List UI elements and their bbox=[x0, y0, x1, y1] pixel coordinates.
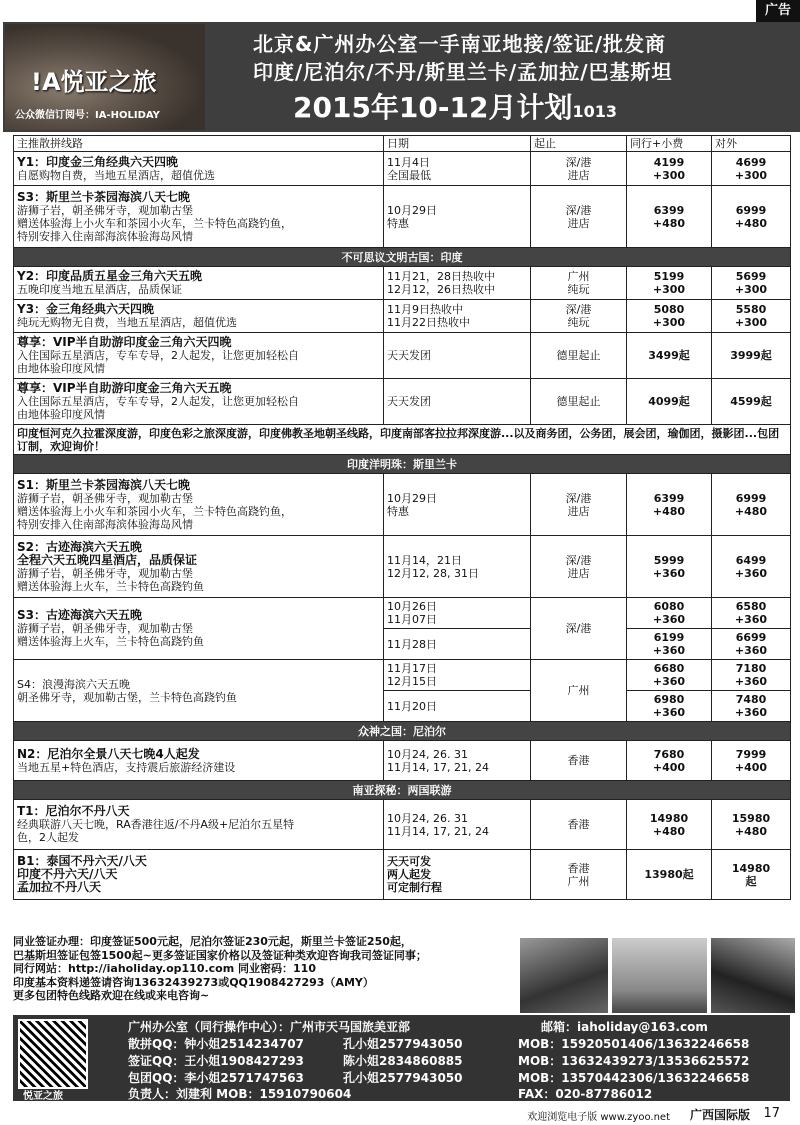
section-title: 南亚探秘：两国联游 bbox=[14, 781, 791, 800]
route-desc: 由地体验印度风情 bbox=[17, 408, 105, 421]
price: 5580 bbox=[735, 303, 767, 316]
table-row bbox=[14, 474, 791, 536]
email[interactable]: 邮箱：iaholiday@163.com bbox=[541, 1020, 708, 1034]
route-title: 印度不丹六天/八天 bbox=[17, 867, 118, 881]
section-header-srilanka bbox=[14, 455, 791, 474]
date: 10月24, 26. 31 bbox=[387, 747, 468, 761]
table-row bbox=[14, 850, 791, 900]
price: 6680 bbox=[653, 662, 685, 675]
date: 天天可发 bbox=[387, 855, 431, 868]
price-tip: +300 bbox=[652, 283, 686, 296]
price-tip: +360 bbox=[734, 706, 768, 719]
price-tip: +300 bbox=[652, 316, 686, 329]
date: 11月28日 bbox=[384, 629, 531, 660]
india-note: 印度恒河克久拉霍深度游，印度色彩之旅深度游，印度佛教圣地朝圣线路，印度南部客拉拉邦深度游...以及商务团，公务团，展会团，瑜伽团，摄影团...包团订制，欢迎询价！ bbox=[14, 425, 791, 455]
date: 10月29日 bbox=[387, 491, 437, 505]
date: 11月20日 bbox=[384, 691, 531, 722]
date: 11月4日 bbox=[387, 155, 430, 169]
section-title: 不可思议文明古国：印度 bbox=[14, 248, 791, 267]
info-line: 同行网站：http://iaholiday.op110.com 同业密码：110 bbox=[13, 962, 316, 975]
table-row bbox=[14, 425, 791, 455]
route-desc: 自愿购物自费，当地五星酒店，超值优选 bbox=[17, 168, 215, 182]
col-retail: 对外 bbox=[712, 136, 791, 152]
route-desc: 游狮子岩，朝圣佛牙寺，观加勒古堡 bbox=[17, 203, 193, 217]
header-banner bbox=[3, 22, 800, 132]
table-row bbox=[14, 800, 791, 850]
price-tip: +400 bbox=[734, 760, 768, 774]
price-tip: +480 bbox=[734, 216, 768, 230]
price: 4099起 bbox=[627, 379, 712, 425]
start: 广州 bbox=[567, 270, 590, 283]
route-title: S3：斯里兰卡茶园海滨八天七晚 bbox=[17, 189, 190, 204]
route-subtitle: 全程六天五晚四星酒店，品质保证 bbox=[17, 552, 198, 567]
page-number: 17 bbox=[763, 1106, 780, 1121]
price-tip: 起 bbox=[745, 874, 757, 888]
price-tip: +360 bbox=[652, 613, 686, 626]
date: 天天发团 bbox=[384, 333, 531, 379]
start: 深/港 bbox=[565, 203, 592, 217]
table-row bbox=[14, 741, 791, 781]
qq-contact: 陈小姐2834860885 bbox=[343, 1054, 463, 1068]
price: 14980 bbox=[649, 811, 689, 825]
table-row bbox=[14, 536, 791, 598]
start: 深/港 bbox=[565, 491, 592, 505]
col-route: 主推散拼线路 bbox=[14, 136, 384, 152]
route-desc: 由地体验印度风情 bbox=[17, 362, 105, 375]
price-tip: +360 bbox=[734, 644, 768, 657]
info-line: 印度基本资料递签请咨询13632439273或QQ1908427293（AMY） bbox=[13, 975, 374, 989]
route-desc: 特别安排入住南部海滨体验海岛风情 bbox=[17, 517, 193, 531]
price-tip: +360 bbox=[652, 675, 686, 688]
price: 7999 bbox=[735, 747, 767, 761]
price: 15980 bbox=[731, 811, 771, 825]
route-title: Y3：金三角经典六天四晚 bbox=[17, 302, 155, 316]
fax: FAX：020-87786012 bbox=[518, 1087, 653, 1101]
info-line: 巴基斯坦签证包签1500起~更多签证国家价格以及签证种类欢迎咨询我司签证同事； bbox=[13, 948, 427, 962]
price: 3499起 bbox=[627, 333, 712, 379]
price: 6999 bbox=[735, 491, 767, 505]
qr-label: 悦亚之旅 bbox=[23, 1091, 63, 1102]
price-tip: +300 bbox=[734, 168, 768, 182]
date: 11月9日热收中 bbox=[387, 303, 463, 316]
date: 特惠 bbox=[387, 504, 409, 518]
route-title: S3：古迹海滨六天五晚 bbox=[17, 608, 142, 622]
route-desc: 当地五星+特色酒店，支持震后旅游经济建设 bbox=[17, 760, 236, 774]
price-tip: +360 bbox=[652, 566, 686, 580]
date: 11月14, 17, 21, 24 bbox=[387, 824, 489, 838]
route-desc: 赠送体验海上火车，兰卡特色高跷钓鱼 bbox=[17, 635, 204, 648]
qq-contact: 包团QQ：李小姐2571747563 bbox=[128, 1071, 304, 1085]
route-title: Y2：印度品质五星金三角六天五晚 bbox=[17, 269, 203, 283]
col-peer: 同行+小费 bbox=[627, 136, 712, 152]
route-title: S1：斯里兰卡茶园海滨八天七晚 bbox=[17, 477, 190, 492]
price-tip: +480 bbox=[652, 504, 686, 518]
route-desc: 游狮子岩，朝圣佛牙寺，观加勒古堡 bbox=[17, 566, 193, 580]
table-row bbox=[14, 598, 791, 629]
info-line: 更多包团特色线路欢迎在线或来电咨询~ bbox=[13, 989, 210, 1002]
start: 广州 bbox=[567, 874, 590, 888]
section-header-india bbox=[14, 248, 791, 267]
price: 7680 bbox=[653, 747, 685, 761]
page-footer bbox=[0, 1103, 800, 1125]
route-desc: 入住国际五星酒店，专车专导，2人起发，让您更加轻松自 bbox=[17, 349, 299, 362]
site-link[interactable]: 欢迎浏览电子版 www.zyoo.net bbox=[527, 1112, 670, 1123]
date: 特惠 bbox=[387, 216, 409, 230]
date: 10月29日 bbox=[387, 203, 437, 217]
price: 7480 bbox=[735, 693, 767, 706]
price: 6980 bbox=[653, 693, 685, 706]
price-tip: +360 bbox=[734, 613, 768, 626]
route-title: S4：浪漫海滨六天五晚 bbox=[17, 677, 130, 691]
section-title: 印度洋明珠：斯里兰卡 bbox=[14, 455, 791, 474]
start: 深/港 bbox=[565, 155, 592, 169]
taj-mahal-photo bbox=[612, 938, 707, 1013]
route-title: Y1：印度金三角经典六天四晚 bbox=[17, 154, 179, 169]
date: 两人起发 bbox=[387, 868, 431, 881]
start: 进店 bbox=[567, 504, 590, 518]
start: 纯玩 bbox=[567, 316, 590, 329]
price-tip: +480 bbox=[652, 824, 686, 838]
section-header-dual bbox=[14, 781, 791, 800]
price: 4699 bbox=[735, 155, 767, 169]
plan-title-text: 2015年10-12月计划 bbox=[293, 91, 573, 124]
route-title: B1：泰国不丹六天/八天 bbox=[17, 854, 147, 868]
publication-logo: 广西国际版 bbox=[689, 1108, 750, 1122]
mobile: MOB：15920501406/13632246658 bbox=[518, 1037, 750, 1051]
start: 广州 bbox=[531, 660, 627, 722]
start: 香港 bbox=[531, 741, 627, 781]
route-desc: 特别安排入住南部海滨体验海岛风情 bbox=[17, 229, 193, 243]
route-title: 尊享：VIP半自助游印度金三角六天四晚 bbox=[17, 335, 232, 349]
header-plan-title bbox=[293, 86, 617, 126]
mobile: MOB：13570442306/13632246658 bbox=[518, 1071, 750, 1085]
route-desc: 游狮子岩，朝圣佛牙寺，观加勒古堡 bbox=[17, 491, 193, 505]
table-row bbox=[14, 300, 791, 333]
start: 进店 bbox=[567, 168, 590, 182]
route-desc: 赠送体验海上小火车和茶园小火车，兰卡特色高跷钓鱼， bbox=[17, 216, 292, 230]
date: 11月17日 bbox=[387, 662, 437, 675]
price: 5699 bbox=[735, 270, 767, 283]
price: 6499 bbox=[735, 553, 767, 567]
price: 6699 bbox=[735, 631, 767, 644]
start: 深/港 bbox=[565, 553, 592, 567]
date: 11月14，21日 bbox=[387, 553, 462, 567]
col-date: 日期 bbox=[384, 136, 531, 152]
header-line-1: 北京&广州办公室一手南亚地接/签证/批发商 bbox=[253, 32, 667, 56]
route-desc: 赠送体验海上火车，兰卡特色高跷钓鱼 bbox=[17, 579, 204, 593]
price: 6399 bbox=[653, 203, 685, 217]
price: 13980起 bbox=[627, 850, 712, 900]
route-desc: 游狮子岩，朝圣佛牙寺，观加勒古堡 bbox=[17, 622, 193, 635]
qq-contact: 签证QQ：王小姐1908427293 bbox=[128, 1054, 304, 1068]
date: 11月21，28日热收中 bbox=[387, 270, 495, 283]
logo-text: !A悦亚之旅 bbox=[31, 68, 157, 96]
qr-code[interactable] bbox=[18, 1019, 88, 1089]
header-line-2: 印度/尼泊尔/不丹/斯里兰卡/孟加拉/巴基斯坦 bbox=[253, 60, 673, 84]
price: 6080 bbox=[653, 600, 685, 613]
route-desc: 赠送体验海上小火车和茶园小火车，兰卡特色高跷钓鱼， bbox=[17, 504, 292, 518]
destination-photos bbox=[520, 938, 795, 1013]
date: 11月22日热收中 bbox=[387, 316, 470, 329]
visa-info bbox=[13, 935, 523, 1003]
price-tip: +300 bbox=[652, 168, 686, 182]
date: 可定制行程 bbox=[387, 881, 442, 894]
table-row bbox=[14, 379, 791, 425]
ad-tag: 广告 bbox=[756, 0, 800, 22]
srilanka-rock-photo bbox=[711, 938, 795, 1013]
date: 12月12, 28, 31日 bbox=[387, 566, 479, 580]
price: 6199 bbox=[653, 631, 685, 644]
route-desc: 朝圣佛牙寺，观加勒古堡，兰卡特色高跷钓鱼 bbox=[17, 690, 237, 704]
bhutan-monastery-photo bbox=[520, 938, 608, 1013]
price: 6999 bbox=[735, 203, 767, 217]
section-title: 众神之国：尼泊尔 bbox=[14, 722, 791, 741]
table-row bbox=[14, 186, 791, 248]
price-tip: +300 bbox=[734, 316, 768, 329]
contact-footer bbox=[13, 1015, 790, 1101]
start: 进店 bbox=[567, 216, 590, 230]
start: 德里起止 bbox=[531, 333, 627, 379]
route-title: 尊享：VIP半自助游印度金三角六天五晚 bbox=[17, 381, 232, 395]
start: 德里起止 bbox=[531, 379, 627, 425]
price: 6399 bbox=[653, 491, 685, 505]
office-address: 广州办公室（同行操作中心）：广州市天马国旅美亚部 bbox=[128, 1020, 411, 1034]
plan-code: 1013 bbox=[572, 102, 618, 121]
price: 4199 bbox=[653, 155, 685, 169]
qq-contact: 散拼QQ：钟小姐2514234707 bbox=[128, 1037, 304, 1051]
route-desc: 五晚印度当地五星酒店，品质保证 bbox=[17, 283, 182, 296]
price: 5199 bbox=[653, 270, 685, 283]
logo-subtitle: 公众微信订阅号：IA-HOLIDAY bbox=[15, 110, 160, 121]
start: 进店 bbox=[567, 566, 590, 580]
price: 4599起 bbox=[712, 379, 791, 425]
table-row bbox=[14, 660, 791, 691]
route-title: 孟加拉不丹八天 bbox=[17, 880, 102, 894]
col-start: 起止 bbox=[531, 136, 627, 152]
mobile: MOB：13632439273/13536625572 bbox=[518, 1054, 750, 1068]
route-desc: 纯玩无购物无自费，当地五星酒店，超值优选 bbox=[17, 316, 237, 329]
price: 14980 bbox=[731, 861, 771, 875]
table-row bbox=[14, 333, 791, 379]
route-desc: 入住国际五星酒店，专车专导，2人起发，让您更加轻松自 bbox=[17, 395, 299, 408]
info-line: 同业签证办理：印度签证500元起，尼泊尔签证230元起，斯里兰卡签证250起， bbox=[13, 935, 412, 948]
price-tip: +480 bbox=[734, 824, 768, 838]
price-tip: +360 bbox=[734, 566, 768, 580]
start: 纯玩 bbox=[567, 283, 590, 296]
section-header-nepal bbox=[14, 722, 791, 741]
manager-contact: 负责人：刘建利 MOB：15910790604 bbox=[128, 1087, 352, 1101]
price-tip: +400 bbox=[652, 760, 686, 774]
price-tip: +480 bbox=[734, 504, 768, 518]
price: 5080 bbox=[653, 303, 685, 316]
date: 12月12，26日热收中 bbox=[387, 283, 495, 296]
table-row bbox=[14, 152, 791, 186]
date: 全国最低 bbox=[387, 168, 431, 182]
date: 11月07日 bbox=[387, 613, 437, 626]
start: 深/港 bbox=[531, 598, 627, 660]
start: 香港 bbox=[567, 861, 590, 875]
logo bbox=[5, 24, 205, 130]
route-title: T1：尼泊尔不丹八天 bbox=[17, 804, 130, 818]
route-title: N2：尼泊尔全景八天七晚4人起发 bbox=[17, 746, 200, 761]
start: 深/港 bbox=[565, 303, 592, 316]
price-tip: +360 bbox=[652, 706, 686, 719]
price-tip: +300 bbox=[734, 283, 768, 296]
date: 12月15日 bbox=[387, 675, 437, 688]
price: 6580 bbox=[735, 600, 767, 613]
route-desc: 经典联游八天七晚，RA香港往返/不丹A级+尼泊尔五星特 bbox=[17, 818, 295, 831]
price-tip: +360 bbox=[734, 675, 768, 688]
date: 10月24, 26. 31 bbox=[387, 811, 468, 825]
table-row bbox=[14, 267, 791, 300]
date: 天天发团 bbox=[384, 379, 531, 425]
table-header-row bbox=[14, 136, 791, 152]
start: 香港 bbox=[531, 800, 627, 850]
price-tip: +480 bbox=[652, 216, 686, 230]
date: 11月14, 17, 21, 24 bbox=[387, 760, 489, 774]
qq-contact: 孔小姐2577943050 bbox=[343, 1037, 463, 1051]
date: 10月26日 bbox=[387, 600, 437, 613]
price: 3999起 bbox=[712, 333, 791, 379]
qq-contact: 孔小姐2577943050 bbox=[343, 1071, 463, 1085]
price-tip: +360 bbox=[652, 644, 686, 657]
route-desc: 色，2人起发 bbox=[17, 831, 79, 844]
price: 7180 bbox=[735, 662, 767, 675]
route-title: S2：古迹海滨六天五晚 bbox=[17, 539, 142, 554]
route-table bbox=[13, 135, 791, 900]
price: 5999 bbox=[653, 553, 685, 567]
